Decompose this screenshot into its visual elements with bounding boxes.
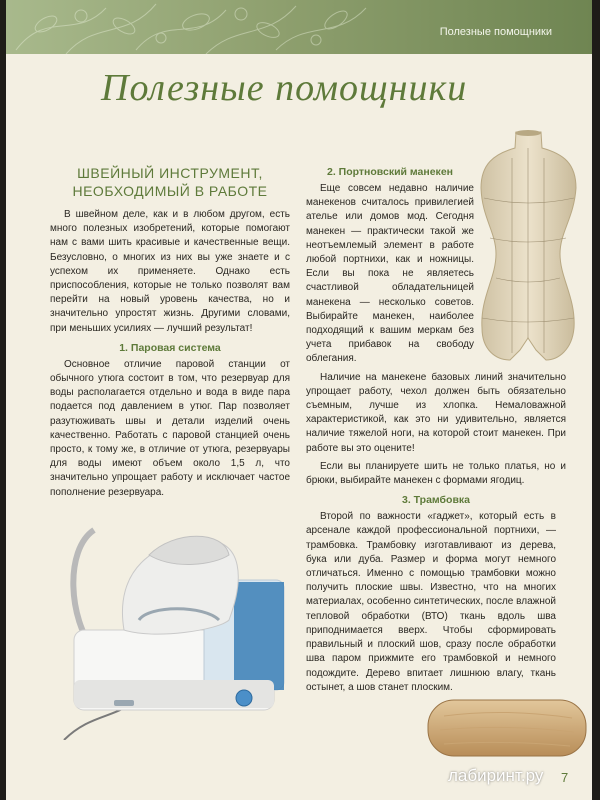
book-page: [6, 0, 592, 800]
page-title: Полезные помощники: [101, 67, 468, 109]
subheading-steam-system: 1. Паровая система: [119, 341, 221, 354]
mannequin-paragraph-3: Если вы планируете шить не только платья, но и брюки, выбирайте манекен с формами ягодиц.: [306, 460, 566, 487]
section-heading: [50, 164, 290, 200]
subheading-tamper: 3. Трамбовка: [401, 494, 471, 507]
mannequin-image: [476, 128, 581, 368]
mannequin-paragraph-2: Наличие на манекене базовых линий значительно упрощает работу, чехол должен быть обязательно съемным, лучше из хлопка. Немаловажной характеристикой, как это ни удивительно, является наличие тяжелой ноги, на которой стоит манекен. При работе вы это оцените!: [306, 371, 566, 454]
heading-line-1: ШВЕЙНЫЙ ИНСТРУМЕНТ,: [77, 165, 263, 181]
section-label: Полезные помощники: [439, 26, 552, 38]
left-column: [50, 164, 290, 504]
steam-system-paragraph: Основное отличие паровой станции от обычного утюга состоит в том, что резервуар для воды располагается отдельно и вода в виде пара подается под давлением в утюг. Пар позволяет разутюживать швы и детали изделий очень качественно. Работать с паровой станцией очень просто, к тому же, в отличие от утюга, резервуары для воды имеют объем около 1,5 л, что значительно упрощает работу и исключает частое пополнение резервуара.: [50, 358, 290, 498]
wooden-tamper-image: [424, 690, 589, 762]
subheading-mannequin: 2. Портновский манекен: [326, 166, 453, 178]
watermark-logo: лабиринт.ру: [448, 766, 544, 785]
tamper-paragraph: Второй по важности «гаджет», который есть в арсенале каждой профессиональной портнихи, — трамбовка. Трамбовку изготавливают из дерева, бука или дуба. Размер и форма могут немного отличаться. Именно с помощью трамбовки можно получить плоские швы. Известно, что на многих материалах, особенно синтетических, после влажной тепловой обработки (ВТО) ткань вдоль шва приподнимается вверх. Чтобы сформировать правильный и плоский шов, сразу после обработки шва паром прижмите его трамбовкой и немного подождите. Дерево впитает лишнюю влагу, ткань остынет, а шов станет плоским.: [306, 511, 556, 693]
heading-line-2: НЕОБХОДИМЫЙ В РАБОТЕ: [72, 183, 268, 199]
intro-paragraph: В швейном деле, как и в любом другом, есть много полезных изобретений, которые помогают нам с вами шить красивые и качественные вещи. Безусловно, о многих из них вы уже знаете и с успехом их применяете. Однако есть приспособления, которые не только позволят вам перейти на новый уровень качества, но и значительно упростят жизнь. Другими словами, при меньших усилиях — лучший результат!: [50, 209, 290, 334]
floral-pattern: [6, 0, 426, 54]
header-banner: [6, 0, 592, 54]
page-number: 7: [561, 770, 569, 785]
mannequin-paragraph-1: Еще совсем недавно наличие манекенов считалось привилегией ателье или домов мод. Сегодня манекен — практически такой же неотъемлемый элемент в работе любой портнихи, как и ножницы. Если вы пока не являетесь счастливой обладательницей манекена — несколько советов. Выбирайте манекен, наиболее подходящий к вашим меркам без учета прибавок на свободу облегания.: [306, 183, 474, 365]
steam-station-image: [54, 510, 294, 740]
